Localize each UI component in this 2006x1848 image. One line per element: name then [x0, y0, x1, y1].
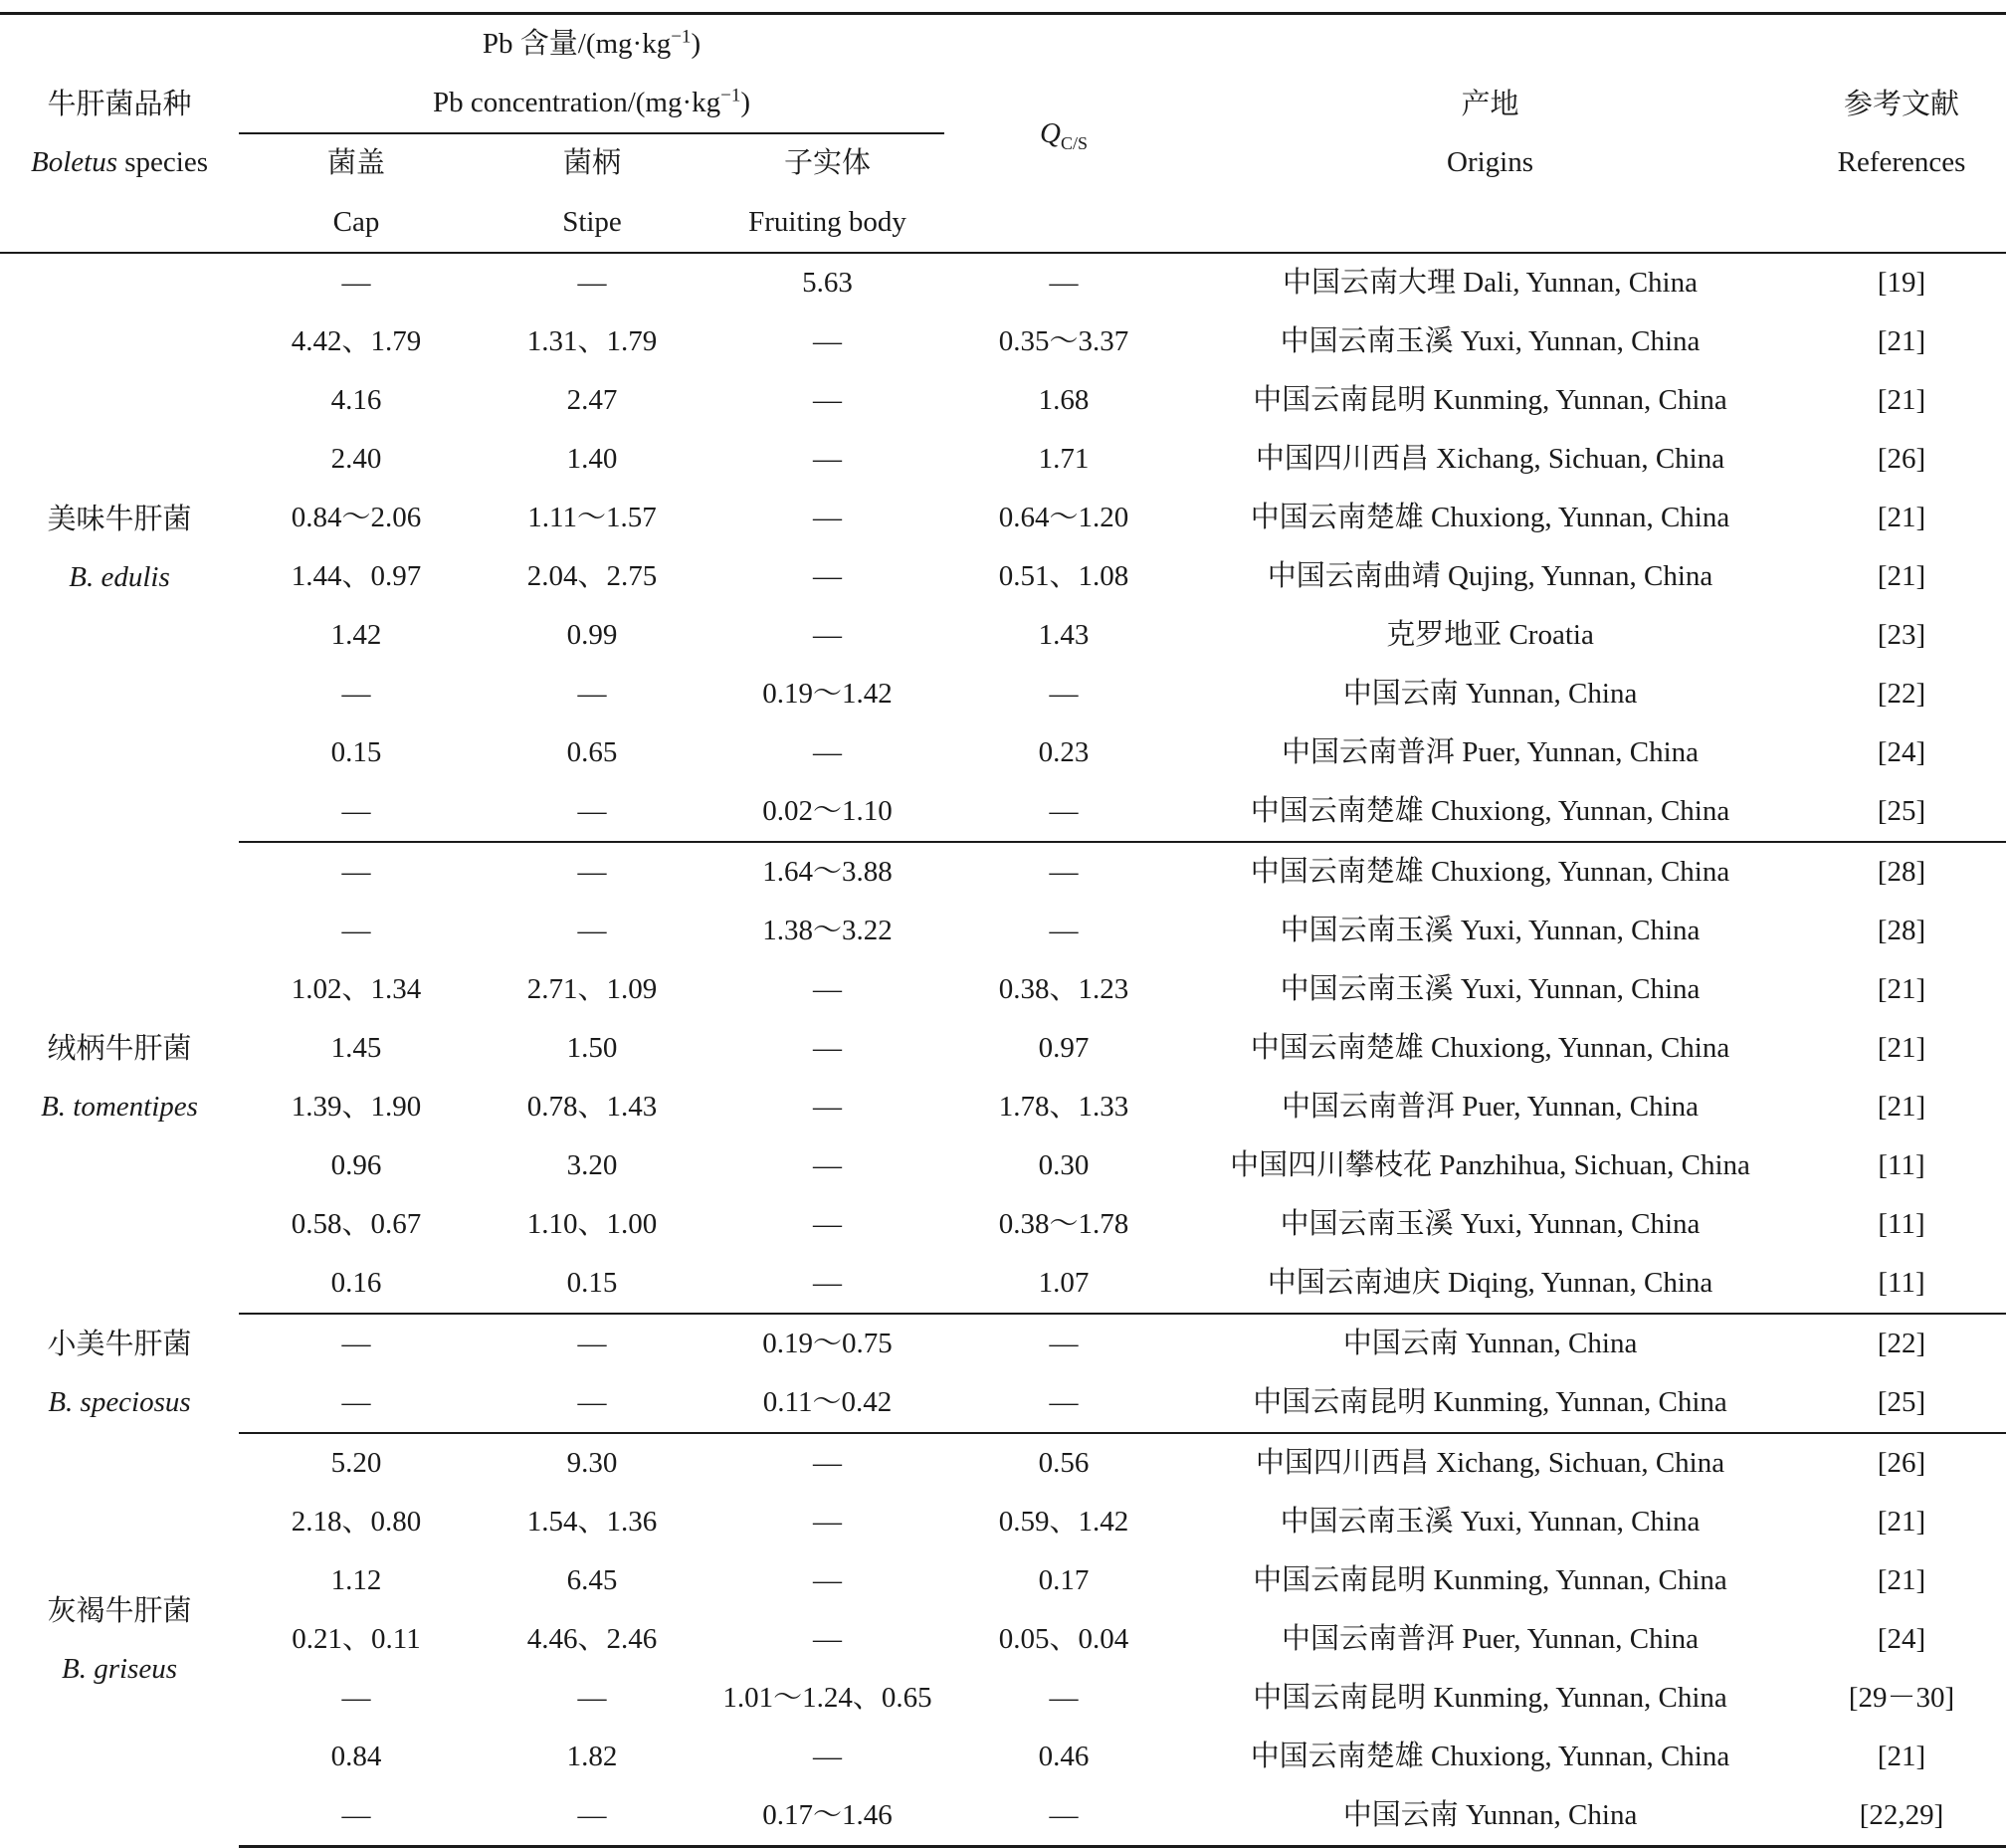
- cap-cell: 4.16: [330, 384, 382, 416]
- origin-cell: 中国云南楚雄 Chuxiong, Yunnan, China: [1183, 782, 1797, 842]
- header-species-en: Boletus species: [31, 146, 208, 178]
- reference-cell: [22]: [1877, 678, 1926, 710]
- table-row: [0, 723, 2006, 782]
- fruiting-body-cell: —: [813, 1564, 842, 1596]
- reference-cell: [25]: [1797, 782, 2006, 842]
- cap-cell: 1.42: [330, 619, 382, 651]
- species-name-latin: B. edulis: [69, 560, 170, 593]
- table-row: [0, 1786, 2006, 1847]
- reference-cell: [19]: [1877, 267, 1926, 299]
- fruiting-body-cell: 5.63: [802, 267, 853, 299]
- q-cell: —: [944, 1786, 1183, 1847]
- stipe-cell: 9.30: [566, 1447, 618, 1479]
- table-row: [0, 1019, 2006, 1078]
- stipe-cell: 0.78、1.43: [526, 1091, 658, 1123]
- cap-cell: 2.18、0.80: [291, 1506, 422, 1538]
- stipe-cell: 1.31、1.79: [526, 325, 658, 357]
- cap-cell: —: [341, 915, 371, 946]
- reference-cell: [22,29]: [1797, 1786, 2006, 1847]
- origin-cell: 中国云南楚雄 Chuxiong, Yunnan, China: [1250, 1032, 1730, 1064]
- stipe-cell: 2.71、1.09: [526, 973, 658, 1005]
- cap-cell: 0.16: [239, 1254, 474, 1314]
- reference-cell: [21]: [1877, 1741, 1926, 1772]
- species-name-cn: 绒柄牛肝菌: [47, 1033, 192, 1065]
- q-cell: 1.78、1.33: [998, 1091, 1129, 1123]
- pb-concentration-table: [0, 12, 2006, 1848]
- q-cell: 0.17: [1038, 1564, 1090, 1596]
- reference-cell: [21]: [1877, 560, 1926, 592]
- table-row: [0, 1373, 2006, 1433]
- species-name-latin: B. griseus: [62, 1652, 177, 1685]
- reference-cell: [29－30]: [1848, 1682, 1955, 1714]
- reference-cell: [26]: [1877, 443, 1926, 475]
- fruiting-body-cell: 0.17～1.46: [710, 1786, 944, 1847]
- q-cell: —: [944, 782, 1183, 842]
- header-pb-cn: Pb 含量$/(mg\cdot kg^{-1})$: [239, 14, 944, 75]
- origin-cell: 中国云南 Yunnan, China: [1183, 1786, 1797, 1847]
- header-origin-cn: 产地: [1461, 89, 1519, 120]
- species-name-cn: 灰褐牛肝菌: [47, 1594, 192, 1627]
- table-row: [0, 960, 2006, 1019]
- origin-cell: 中国云南普洱 Puer, Yunnan, China: [1281, 736, 1700, 768]
- header-stipe-cn: 菌柄: [562, 147, 621, 179]
- reference-cell: [21]: [1877, 1091, 1926, 1123]
- cap-cell: 1.45: [330, 1032, 382, 1064]
- q-cell: —: [944, 1373, 1183, 1433]
- origin-cell: 中国云南玉溪 Yuxi, Yunnan, China: [1280, 1208, 1701, 1240]
- origin-cell: 中国云南大理 Dali, Yunnan, China: [1283, 267, 1698, 299]
- cap-cell: —: [341, 1682, 371, 1714]
- origin-cell: 中国云南普洱 Puer, Yunnan, China: [1281, 1091, 1700, 1123]
- q-cell: 0.38～1.78: [998, 1208, 1129, 1240]
- reference-cell: [21]: [1877, 1564, 1926, 1596]
- reference-cell: [23]: [1877, 619, 1926, 651]
- reference-cell: [21]: [1877, 1032, 1926, 1064]
- cap-cell: 1.44、0.97: [291, 560, 422, 592]
- cap-cell: —: [239, 1373, 474, 1433]
- fruiting-body-cell: 0.19～1.42: [762, 678, 893, 710]
- fruiting-body-cell: —: [813, 1149, 842, 1181]
- origin-cell: 中国四川西昌 Xichang, Sichuan, China: [1255, 1447, 1725, 1479]
- q-cell: —: [1049, 856, 1079, 888]
- q-cell: 0.51、1.08: [998, 560, 1129, 592]
- species-name-cn: 小美牛肝菌: [47, 1329, 192, 1360]
- reference-cell: [21]: [1877, 973, 1926, 1005]
- cap-cell: —: [341, 1328, 371, 1359]
- origin-cell: 中国云南迪庆 Diqing, Yunnan, China: [1183, 1254, 1797, 1314]
- header-cap-cn: 菌盖: [326, 147, 385, 179]
- fruiting-body-cell: 0.11～0.42: [710, 1373, 944, 1433]
- header-species: [0, 14, 239, 254]
- table-row: [0, 371, 2006, 430]
- reference-cell: [26]: [1877, 1447, 1926, 1479]
- fruiting-body-cell: —: [813, 443, 842, 475]
- fruiting-body-cell: —: [813, 1091, 842, 1123]
- q-cell: 0.38、1.23: [998, 973, 1129, 1005]
- origin-cell: 中国云南玉溪 Yuxi, Yunnan, China: [1280, 325, 1701, 357]
- table-row: [0, 1493, 2006, 1551]
- origin-cell: 中国云南曲靖 Qujing, Yunnan, China: [1267, 560, 1713, 592]
- cap-cell: 0.15: [330, 736, 382, 768]
- q-cell: 0.97: [1038, 1032, 1090, 1064]
- cap-cell: 1.12: [330, 1564, 382, 1596]
- stipe-cell: 1.54、1.36: [526, 1506, 658, 1538]
- fruiting-body-cell: —: [813, 1506, 842, 1538]
- cap-cell: 0.96: [330, 1149, 382, 1181]
- origin-cell: 中国云南昆明 Kunming, Yunnan, China: [1253, 1682, 1727, 1714]
- cap-cell: 4.42、1.79: [291, 325, 422, 357]
- fruiting-body-cell: —: [813, 384, 842, 416]
- header-origin-en: Origins: [1447, 146, 1534, 178]
- fruiting-body-cell: —: [813, 1208, 842, 1240]
- stipe-cell: —: [577, 1328, 607, 1359]
- stipe-cell: 2.04、2.75: [526, 560, 658, 592]
- origin-cell: 中国云南昆明 Kunming, Yunnan, China: [1253, 1564, 1727, 1596]
- stipe-cell: —: [474, 782, 710, 842]
- cap-cell: 0.84: [330, 1741, 382, 1772]
- species-cell: [0, 842, 239, 1314]
- table-row: [0, 489, 2006, 547]
- origin-cell: 中国云南昆明 Kunming, Yunnan, China: [1183, 1373, 1797, 1433]
- reference-cell: [28]: [1877, 856, 1926, 888]
- fruiting-body-cell: —: [813, 325, 842, 357]
- stipe-cell: —: [577, 267, 607, 299]
- fruiting-body-cell: —: [813, 1741, 842, 1772]
- stipe-cell: 1.40: [566, 443, 618, 475]
- cap-cell: 0.84～2.06: [291, 502, 422, 533]
- table-row: [0, 902, 2006, 960]
- cap-cell: 5.20: [330, 1447, 382, 1479]
- table-row: [0, 1728, 2006, 1786]
- fruiting-body-cell: 1.38～3.22: [762, 915, 893, 946]
- origin-cell: 中国云南玉溪 Yuxi, Yunnan, China: [1280, 1506, 1701, 1538]
- stipe-cell: 6.45: [566, 1564, 618, 1596]
- header-fruit-cn: 子实体: [784, 147, 872, 179]
- fruiting-body-cell: —: [813, 502, 842, 533]
- table-row: [0, 665, 2006, 723]
- stipe-cell: 4.46、2.46: [526, 1623, 658, 1655]
- origin-cell: 中国云南 Yunnan, China: [1342, 678, 1638, 710]
- origin-cell: 中国云南玉溪 Yuxi, Yunnan, China: [1280, 915, 1701, 946]
- stipe-cell: —: [577, 915, 607, 946]
- header-reference-en: References: [1837, 146, 1966, 178]
- cap-cell: —: [239, 1786, 474, 1847]
- reference-cell: [11]: [1878, 1208, 1925, 1240]
- table-row: [0, 1610, 2006, 1669]
- fruiting-body-cell: —: [813, 560, 842, 592]
- table-row: [0, 430, 2006, 489]
- fruiting-body-cell: 1.01～1.24、0.65: [722, 1682, 932, 1714]
- reference-cell: [11]: [1797, 1254, 2006, 1314]
- stipe-cell: 0.99: [566, 619, 618, 651]
- stipe-cell: —: [577, 856, 607, 888]
- q-cell: 1.07: [944, 1254, 1183, 1314]
- q-cell: 0.23: [1038, 736, 1090, 768]
- stipe-cell: 1.11～1.57: [527, 502, 657, 533]
- cap-cell: 2.40: [330, 443, 382, 475]
- header-cap-en: Cap: [239, 193, 474, 253]
- reference-cell: [24]: [1877, 736, 1926, 768]
- table-row: [0, 547, 2006, 606]
- reference-cell: [28]: [1877, 915, 1926, 946]
- fruiting-body-cell: —: [813, 619, 842, 651]
- table-row: [0, 1195, 2006, 1254]
- table-body: [0, 253, 2006, 1847]
- q-cell: 0.05、0.04: [998, 1623, 1129, 1655]
- q-cell: 1.71: [1038, 443, 1090, 475]
- table-row: [0, 312, 2006, 371]
- reference-cell: [21]: [1877, 502, 1926, 533]
- species-name-cn: 美味牛肝菌: [47, 503, 192, 535]
- stipe-cell: —: [474, 1786, 710, 1847]
- table-row: [0, 253, 2006, 312]
- origin-cell: 中国云南楚雄 Chuxiong, Yunnan, China: [1250, 1741, 1730, 1772]
- q-cell: 1.68: [1038, 384, 1090, 416]
- fruiting-body-cell: 0.02～1.10: [710, 782, 944, 842]
- q-cell: —: [1049, 678, 1079, 710]
- cap-cell: 0.58、0.67: [291, 1208, 422, 1240]
- table-header: [0, 14, 2006, 254]
- cap-cell: —: [341, 267, 371, 299]
- stipe-cell: 3.20: [566, 1149, 618, 1181]
- cap-cell: 0.21、0.11: [292, 1623, 421, 1655]
- origin-cell: 中国云南楚雄 Chuxiong, Yunnan, China: [1250, 502, 1730, 533]
- q-cell: 0.35～3.37: [998, 325, 1129, 357]
- table-row: [0, 606, 2006, 665]
- origin-cell: 中国云南玉溪 Yuxi, Yunnan, China: [1280, 973, 1701, 1005]
- reference-cell: [25]: [1797, 1373, 2006, 1433]
- origin-cell: 中国四川西昌 Xichang, Sichuan, China: [1255, 443, 1725, 475]
- reference-cell: [24]: [1877, 1623, 1926, 1655]
- origin-cell: 中国四川攀枝花 Panzhihua, Sichuan, China: [1230, 1149, 1750, 1181]
- header-fruit-en: Fruiting body: [710, 193, 944, 253]
- fruiting-body-cell: —: [813, 1447, 842, 1479]
- stipe-cell: 2.47: [566, 384, 618, 416]
- header-reference: [1797, 14, 2006, 254]
- q-cell: —: [1049, 915, 1079, 946]
- origin-cell: 中国云南普洱 Puer, Yunnan, China: [1281, 1623, 1700, 1655]
- stipe-cell: —: [474, 1373, 710, 1433]
- species-name-latin: B. speciosus: [48, 1386, 191, 1418]
- stipe-cell: —: [577, 1682, 607, 1714]
- cap-cell: 1.39、1.90: [291, 1091, 422, 1123]
- species-cell: [0, 1433, 239, 1847]
- table-row: [0, 1433, 2006, 1493]
- table-row: [0, 1551, 2006, 1610]
- species-cell: [0, 253, 239, 842]
- stipe-cell: 0.15: [474, 1254, 710, 1314]
- reference-cell: [21]: [1877, 384, 1926, 416]
- q-cell: 0.64～1.20: [998, 502, 1129, 533]
- header-q: $Q_{C/S}$: [944, 14, 1183, 254]
- origin-cell: 克罗地亚 Croatia: [1386, 619, 1594, 651]
- q-cell: 0.30: [1038, 1149, 1090, 1181]
- q-cell: 0.59、1.42: [998, 1506, 1129, 1538]
- cap-cell: —: [239, 782, 474, 842]
- stipe-cell: —: [577, 678, 607, 710]
- q-cell: —: [1049, 1328, 1079, 1359]
- table-row: [0, 1078, 2006, 1136]
- fruiting-body-cell: —: [813, 1032, 842, 1064]
- cap-cell: —: [341, 678, 371, 710]
- cap-cell: —: [341, 856, 371, 888]
- q-cell: 0.56: [1038, 1447, 1090, 1479]
- header-stipe-en: Stipe: [474, 193, 710, 253]
- origin-cell: 中国云南昆明 Kunming, Yunnan, China: [1253, 384, 1727, 416]
- q-cell: 0.46: [1038, 1741, 1090, 1772]
- table-row: [0, 1669, 2006, 1728]
- species-name-latin: B. tomentipes: [41, 1091, 198, 1123]
- fruiting-body-cell: —: [813, 1623, 842, 1655]
- origin-cell: 中国云南 Yunnan, China: [1342, 1328, 1638, 1359]
- table-row: [0, 1314, 2006, 1373]
- reference-cell: [11]: [1878, 1149, 1925, 1181]
- table-row: [0, 1254, 2006, 1314]
- q-cell: —: [1049, 1682, 1079, 1714]
- table-row: [0, 1136, 2006, 1195]
- fruiting-body-cell: —: [813, 736, 842, 768]
- stipe-cell: 1.50: [566, 1032, 618, 1064]
- header-reference-cn: 参考文献: [1844, 89, 1960, 120]
- reference-cell: [21]: [1877, 1506, 1926, 1538]
- table-row: [0, 842, 2006, 902]
- fruiting-body-cell: —: [710, 1254, 944, 1314]
- fruiting-body-cell: 0.19～0.75: [762, 1328, 893, 1359]
- q-cell: 1.43: [1038, 619, 1090, 651]
- stipe-cell: 1.82: [566, 1741, 618, 1772]
- q-cell: —: [1049, 267, 1079, 299]
- header-species-cn: 牛肝菌品种: [47, 89, 192, 120]
- cap-cell: 1.02、1.34: [291, 973, 422, 1005]
- table-row: [0, 782, 2006, 842]
- stipe-cell: 0.65: [566, 736, 618, 768]
- reference-cell: [22]: [1877, 1328, 1926, 1359]
- species-cell: [0, 1314, 239, 1433]
- origin-cell: 中国云南楚雄 Chuxiong, Yunnan, China: [1250, 856, 1730, 888]
- stipe-cell: 1.10、1.00: [526, 1208, 658, 1240]
- header-pb-en: Pb concentration/$(mg\cdot kg^{-1})$: [239, 74, 944, 133]
- header-origin: [1183, 14, 1797, 254]
- fruiting-body-cell: —: [813, 973, 842, 1005]
- fruiting-body-cell: 1.64～3.88: [762, 856, 893, 888]
- reference-cell: [21]: [1877, 325, 1926, 357]
